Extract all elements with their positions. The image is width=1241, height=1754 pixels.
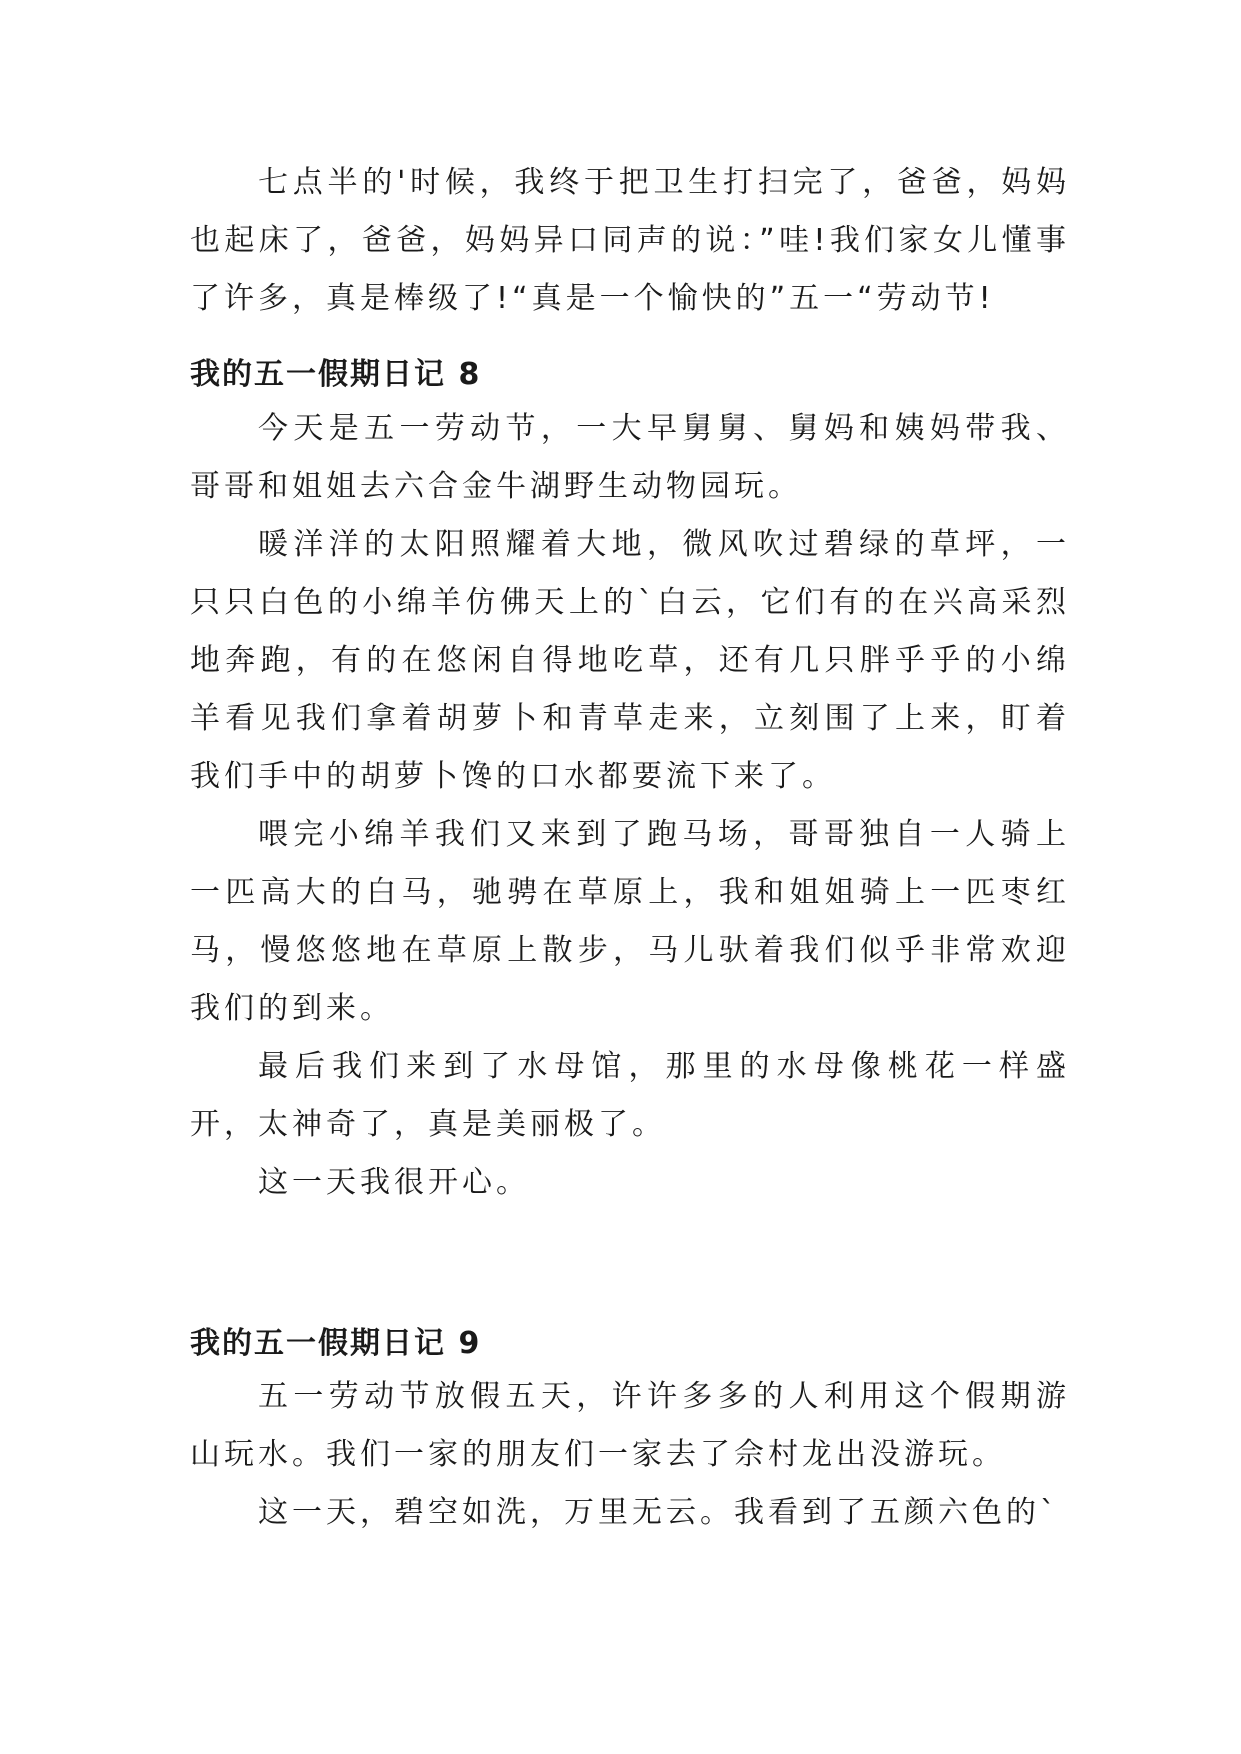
section-7-continuation xyxy=(190,154,1070,328)
diary-body-9 xyxy=(190,1368,1070,1542)
paragraph: 喂完小绵羊我们又来到了跑马场，哥哥独自一人骑上一匹高大的白马，驰骋在草原上，我和姐姐骑上一匹枣红马，慢悠悠地在草原上散步，马儿驮着我们似乎非常欢迎我们的到来。 xyxy=(190,817,1070,1026)
diary-title-8: 我的五一假期日记 8 xyxy=(190,357,482,392)
paragraph: 这一天我很开心。 xyxy=(258,1165,530,1200)
paragraph: 暖洋洋的太阳照耀着大地，微风吹过碧绿的草坪，一只只白色的小绵羊仿佛天上的`白云，它们有的在兴高采烈地奔跑，有的在悠闲自得地吃草，还有几只胖乎乎的小绵羊看见我们拿着胡萝卜和青草走来，立刻围了上来，盯着我们手中的胡萝卜馋的口水都要流下来了。 xyxy=(190,527,1070,794)
paragraph: 五一劳动节放假五天，许许多多的人利用这个假期游山玩水。我们一家的朋友们一家去了佘村龙出没游玩。 xyxy=(190,1379,1070,1472)
paragraph: 七点半的'时候，我终于把卫生打扫完了，爸爸，妈妈也起床了，爸爸，妈妈异口同声的说：”哇!我们家女儿懂事了许多，真是棒级了!“真是一个愉快的”五一“劳动节! xyxy=(190,165,1070,316)
diary-title-9: 我的五一假期日记 9 xyxy=(190,1326,482,1361)
paragraph: 今天是五一劳动节，一大早舅舅、舅妈和姨妈带我、哥哥和姐姐去六合金牛湖野生动物园玩。 xyxy=(190,411,1070,504)
diary-body-8 xyxy=(190,400,1070,1212)
paragraph: 最后我们来到了水母馆，那里的水母像桃花一样盛开，太神奇了，真是美丽极了。 xyxy=(190,1049,1070,1142)
paragraph: 这一天，碧空如洗，万里无云。我看到了五颜六色的` xyxy=(258,1495,1059,1530)
